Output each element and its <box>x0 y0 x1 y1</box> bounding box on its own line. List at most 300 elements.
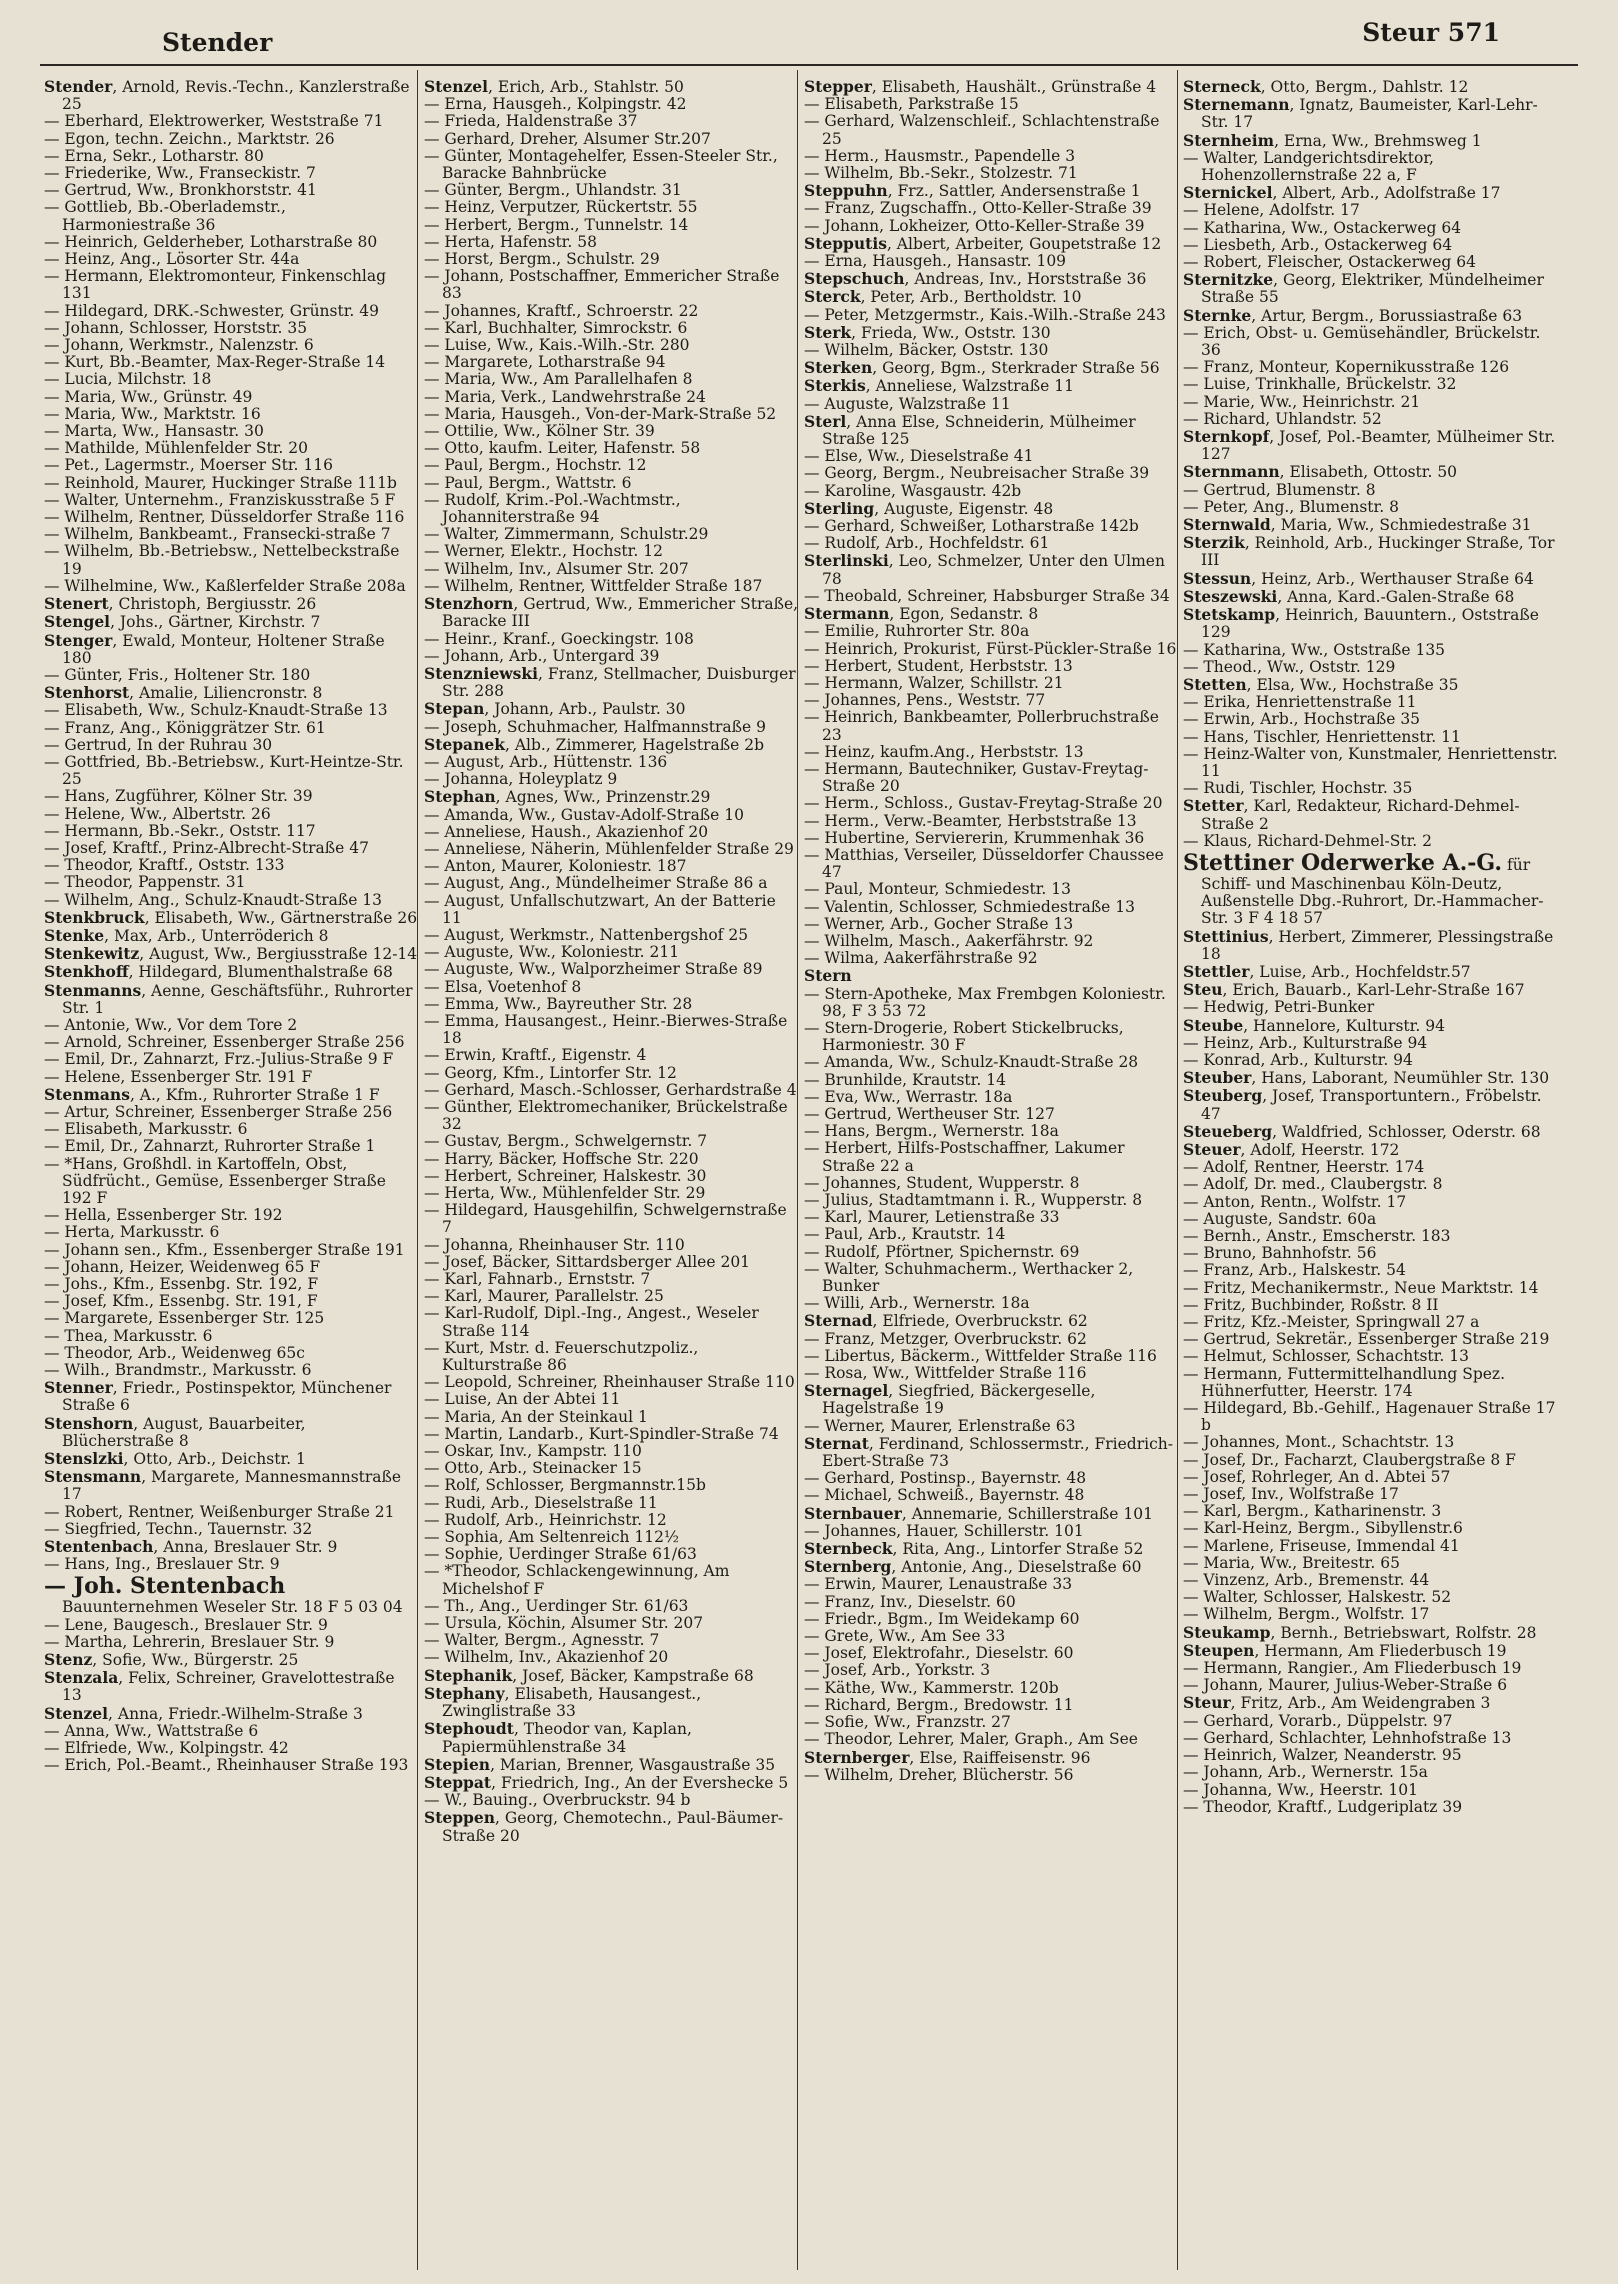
entry-details: , Anna Else, Schneiderin, Mülheimer Straße 125 <box>822 412 1136 449</box>
entry-details: — Thea, Markusstr. 6 <box>44 1326 213 1345</box>
entry-details: — Wilhelm, Inv., Alsumer Str. 207 <box>424 559 689 578</box>
directory-entry <box>44 1415 419 1450</box>
directory-entry <box>804 1767 1179 1784</box>
entry-details: — Martha, Lehrerin, Breslauer Str. 9 <box>44 1632 335 1651</box>
directory-entry <box>804 641 1179 658</box>
directory-entry <box>424 1443 799 1460</box>
directory-entry <box>1183 78 1558 96</box>
directory-entry <box>1183 1730 1558 1747</box>
entry-details: — Karoline, Wasgaustr. 42b <box>804 481 1022 500</box>
entry-details: — Herbert, Hilfs-Postschaffner, Lakumer Straße 22 a <box>804 1139 1125 1175</box>
directory-entry <box>44 268 419 302</box>
directory-entry <box>1183 184 1558 202</box>
entry-details: , Georg, Elektriker, Mündelheimer Straße 55 <box>1201 271 1544 307</box>
directory-entry <box>424 875 799 892</box>
entry-details: — Vinzenz, Arb., Bremenstr. 44 <box>1183 1571 1430 1590</box>
directory-entry <box>424 1237 799 1254</box>
directory-entry <box>1183 376 1558 393</box>
entry-details: — Elisabeth, Ww., Schulz-Knaudt-Straße 13 <box>44 701 388 720</box>
entry-surname: Stenke <box>44 925 105 945</box>
directory-entry <box>1183 1694 1558 1712</box>
directory-entry <box>44 509 419 526</box>
directory-entry <box>804 1714 1179 1731</box>
directory-entry <box>804 377 1179 395</box>
entry-surname: Stepan <box>424 699 485 719</box>
entry-surname: Steube <box>1183 1015 1244 1035</box>
directory-entry <box>804 113 1179 147</box>
directory-entry <box>804 148 1179 165</box>
directory-entry <box>44 806 419 823</box>
entry-details: — Gottlieb, Bb.-Oberlademstr., Harmoniestraße 36 <box>44 198 286 234</box>
directory-entry <box>44 1034 419 1051</box>
entry-surname: Stermann <box>804 604 890 624</box>
directory-entry <box>424 1288 799 1305</box>
directory-entry <box>44 1634 419 1651</box>
entry-surname: Sternad <box>804 1311 873 1331</box>
entry-details: , Amalie, Liliencronstr. 8 <box>129 684 323 703</box>
entry-details: — Amanda, Ww., Schulz-Knaudt-Straße 28 <box>804 1053 1139 1072</box>
entry-details: — Karl, Fahnarb., Ernststr. 7 <box>424 1270 651 1289</box>
entry-details: — August, Arb., Hüttenstr. 136 <box>424 752 668 771</box>
entry-details: — Eberhard, Elektrowerker, Weststraße 71 <box>44 112 384 131</box>
directory-entry <box>1183 850 1558 928</box>
directory-entry <box>1183 1503 1558 1520</box>
directory-entry <box>804 692 1179 709</box>
directory-entry <box>804 1611 1179 1628</box>
entry-surname: Sterck <box>804 287 861 307</box>
entry-details: — Adolf, Dr. med., Claubergstr. 8 <box>1183 1175 1443 1194</box>
entry-details: — Else, Ww., Dieselstraße 41 <box>804 447 1034 466</box>
entry-details: , Elisabeth, Ww., Gärtnerstraße 26 <box>144 908 418 927</box>
directory-entry <box>804 182 1179 200</box>
column-2 <box>424 78 799 2268</box>
entry-details: — Franz, Inv., Dieselstr. 60 <box>804 1592 1016 1611</box>
entry-details: — Karl, Buchhalter, Simrockstr. 6 <box>424 318 688 337</box>
directory-entry <box>44 165 419 182</box>
entry-details: — Wilhelm, Bäcker, Oststr. 130 <box>804 341 1049 360</box>
directory-entry <box>44 823 419 840</box>
entry-surname: Stenzel <box>424 78 489 96</box>
entry-details: — Heinr., Kranf., Goeckingstr. 108 <box>424 629 694 648</box>
directory-entry <box>424 1065 799 1082</box>
directory-entry <box>1183 411 1558 428</box>
entry-details: — Katharina, Ww., Ostackerweg 64 <box>1183 218 1462 237</box>
entry-details: , Josef, Pol.-Beamter, Mülheimer Str. 127 <box>1201 428 1556 464</box>
directory-entry <box>804 1697 1179 1714</box>
directory-entry <box>1183 499 1558 516</box>
entry-details: — Hildegard, Bb.-Gehilf., Hagenauer Straße 17 b <box>1183 1399 1556 1435</box>
directory-entry <box>1183 1176 1558 1193</box>
entry-details: — Peter, Metzgermstr., Kais.-Wilh.-Straße 243 <box>804 305 1166 324</box>
entry-details: — Kurt, Mstr. d. Feuerschutzpoliz., Kulturstraße 86 <box>424 1338 699 1375</box>
directory-entry <box>804 200 1179 217</box>
entry-details: — Hans, Tischler, Henriettenstr. 11 <box>1183 727 1461 746</box>
entry-details: , Gertrud, Ww., Emmericher Straße, Baracke III <box>442 595 799 631</box>
entry-surname: Stepper <box>804 78 872 96</box>
entry-surname: Sternat <box>804 1433 869 1453</box>
entry-details: — Heinz, Verputzer, Rückertstr. 55 <box>424 198 698 217</box>
directory-entry <box>804 1487 1179 1504</box>
entry-details: — Emma, Ww., Bayreuther Str. 28 <box>424 994 693 1013</box>
entry-details: , Reinhold, Arb., Huckinger Straße, Tor III <box>1201 534 1555 570</box>
directory-entry <box>44 1504 419 1521</box>
entry-details: — Margarete, Lotharstraße 94 <box>424 353 666 372</box>
directory-entry <box>44 874 419 891</box>
entry-details: — Emilie, Ruhrorter Str. 80a <box>804 622 1030 641</box>
entry-details: — Werner, Elektr., Hochstr. 12 <box>424 542 663 561</box>
entry-surname: Sternwald <box>1183 515 1271 535</box>
entry-details: — Walter, Schlosser, Halskestr. 52 <box>1183 1588 1452 1607</box>
directory-entry <box>804 1244 1179 1261</box>
directory-entry <box>424 1202 799 1236</box>
entry-details: , Siegfried, Bäckergeselle, Hagelstraße 19 <box>822 1382 1096 1418</box>
entry-details: — Antonie, Ww., Vor dem Tore 2 <box>44 1015 298 1034</box>
entry-surname: Stepschuch <box>804 269 905 289</box>
directory-entry <box>804 165 1179 182</box>
entry-details: — Theodor, Kraftf., Oststr. 133 <box>44 856 285 875</box>
entry-details: — Michael, Schweiß., Bayernstr. 48 <box>804 1486 1085 1505</box>
directory-entry <box>424 595 799 630</box>
directory-entry <box>424 1756 799 1774</box>
entry-details: , Bernh., Betriebswart, Rolfstr. 28 <box>1270 1623 1537 1642</box>
entry-details: — Erwin, Kraftf., Eigenstr. 4 <box>424 1046 647 1065</box>
entry-surname: Sternbeck <box>804 1539 893 1559</box>
directory-entry <box>804 1123 1179 1140</box>
directory-entry <box>1183 1159 1558 1176</box>
directory-entry <box>44 982 419 1017</box>
directory-entry <box>1183 1538 1558 1555</box>
entry-details: — Rudolf, Krim.-Pol.-Wachtmstr., Johanniterstraße 94 <box>424 490 681 527</box>
directory-entry <box>804 795 1179 812</box>
entry-details: , Sofie, Ww., Bürgerstr. 25 <box>92 1651 299 1670</box>
entry-details: , Else, Raiffeisenstr. 96 <box>909 1748 1091 1767</box>
directory-entry <box>1183 1452 1558 1469</box>
directory-entry <box>1183 1642 1558 1660</box>
entry-details: — Luise, Ww., Kais.-Wilh.-Str. 280 <box>424 336 690 355</box>
directory-entry <box>804 396 1179 413</box>
entry-details: — Käthe, Ww., Kammerstr. 120b <box>804 1678 1059 1697</box>
directory-entry <box>424 131 799 148</box>
directory-entry <box>44 927 419 945</box>
directory-entry <box>424 578 799 595</box>
directory-entry <box>424 1185 799 1202</box>
directory-entry <box>804 324 1179 342</box>
directory-entry <box>804 448 1179 465</box>
entry-details: — Egon, techn. Zeichn., Marktstr. 26 <box>44 129 335 148</box>
directory-entry <box>44 595 419 613</box>
directory-entry <box>44 1669 419 1704</box>
entry-details: — Emil, Dr., Zahnarzt, Ruhrorter Straße 1 <box>44 1137 376 1156</box>
directory-entry <box>44 667 419 684</box>
entry-details: — Julius, Stadtamtmann i. R., Wupperstr. 8 <box>804 1191 1143 1209</box>
entry-details: , Herbert, Zimmerer, Plessingstraße 18 <box>1201 927 1554 963</box>
directory-entry <box>1183 150 1558 184</box>
entry-details: für Schiff- und Maschinenbau Köln-Deutz, Außenstelle Dbg.-Ruhrort, Dr.-Hammacher-Str. 3 F 4 18 57 <box>1201 855 1544 928</box>
directory-entry <box>804 1226 1179 1243</box>
entry-surname: Steupen <box>1183 1640 1255 1660</box>
entry-details: — Erich, Pol.-Beamt., Rheinhauser Straße 193 <box>44 1756 409 1775</box>
directory-entry <box>424 1649 799 1666</box>
directory-entry <box>424 1271 799 1288</box>
entry-surname: Sterk <box>804 322 852 342</box>
directory-entry <box>44 720 419 737</box>
directory-entry <box>804 1576 1179 1593</box>
entry-details: — Fritz, Kfz.-Meister, Springwall 27 a <box>1183 1313 1480 1332</box>
entry-details: — Heinrich, Prokurist, Fürst-Pückler-Straße 16 <box>804 639 1177 658</box>
directory-entry <box>1183 1245 1558 1262</box>
entry-details: , Friedrich, Ing., An der Eversheckе 5 <box>491 1773 789 1792</box>
entry-details: — Franz, Zugschaffn., Otto-Keller-Straße 39 <box>804 199 1152 218</box>
entry-surname: Stern <box>804 966 852 986</box>
directory-entry <box>44 131 419 148</box>
directory-entry <box>44 1051 419 1068</box>
directory-entry <box>424 1598 799 1615</box>
directory-entry <box>1183 1624 1558 1642</box>
entry-surname: Sternberg <box>804 1557 892 1577</box>
entry-details: — Johannes, Student, Wupperstr. 8 <box>804 1173 1080 1192</box>
directory-entry <box>1183 463 1558 481</box>
entry-details: — Reinhold, Maurer, Huckinger Straße 111b <box>44 473 397 492</box>
directory-entry <box>1183 325 1558 359</box>
entry-details: — Hermann, Walzer, Schillstr. 21 <box>804 673 1064 692</box>
entry-surname: Stettinius <box>1183 926 1269 946</box>
entry-details: — Luise, Trinkhalle, Brückelstr. 32 <box>1183 375 1457 394</box>
entry-details: — Hubertine, Serviererin, Krummenhak 36 <box>804 828 1145 847</box>
directory-entry <box>44 632 419 667</box>
entry-details: — Heinrich, Gelderheber, Lotharstraße 80 <box>44 232 378 251</box>
directory-entry <box>1183 516 1558 534</box>
directory-entry <box>44 1069 419 1086</box>
entry-details: — Wilhelmine, Ww., Kaßlerfelder Straße 208a <box>44 576 406 595</box>
entry-details: — August, Ang., Mündelheimer Straße 86 a <box>424 874 768 893</box>
directory-entry <box>804 78 1179 96</box>
entry-details: — Erna, Sekr., Lotharstr. 80 <box>44 146 264 165</box>
directory-entry <box>424 148 799 182</box>
entry-details: — Johanna, Ww., Heerstr. 101 <box>1183 1780 1418 1799</box>
entry-surname: Steszewski <box>1183 586 1278 606</box>
entry-details: — Rosa, Ww., Wittfelder Straße 116 <box>804 1364 1087 1383</box>
directory-entry <box>804 465 1179 482</box>
entry-details: , Auguste, Eigenstr. 48 <box>874 499 1054 518</box>
directory-entry <box>44 526 419 543</box>
entry-details: — Rudolf, Arb., Hochfeldstr. 61 <box>804 534 1050 553</box>
entry-surname: Stephoudt <box>424 1719 514 1739</box>
entry-details: , Andreas, Inv., Horststraße 36 <box>904 270 1147 289</box>
entry-details: — Wilhelm, Bankbeamt., Fransecki-straße 7 <box>44 525 391 544</box>
directory-entry <box>1183 202 1558 219</box>
directory-entry <box>1183 1017 1558 1035</box>
entry-surname: Stentenbach <box>44 1537 154 1557</box>
entry-details: — Wilhelm, Bb.-Sekr., Stolzestr. 71 <box>804 164 1078 183</box>
entry-details: — Auguste, Ww., Koloniestr. 211 <box>424 943 680 962</box>
entry-surname: Stenslzki <box>44 1449 124 1469</box>
directory-entry <box>424 1082 799 1099</box>
entry-details: , Theodor van, Kaplan, Papiermühlenstraße 34 <box>442 1720 692 1756</box>
directory-entry <box>44 945 419 963</box>
directory-entry <box>1183 1555 1558 1572</box>
entry-surname: Stenkewitz <box>44 944 140 964</box>
directory-entry <box>424 371 799 388</box>
entry-details: — Heinz, Arb., Kulturstraße 94 <box>1183 1033 1428 1052</box>
entry-details: — Lucia, Milchstr. 18 <box>44 370 212 389</box>
directory-entry <box>44 1757 419 1774</box>
entry-surname: Steu <box>1183 980 1223 1000</box>
entry-details: — Theodor, Arb., Weidenweg 65c <box>44 1343 305 1362</box>
directory-entry <box>804 218 1179 235</box>
directory-entry <box>44 148 419 165</box>
directory-entry <box>44 199 419 233</box>
directory-entry <box>1183 1141 1558 1159</box>
entry-details: — Theodor, Lehrer, Maler, Graph., Am See <box>804 1730 1138 1749</box>
entry-details: — Georg, Bergm., Neubreisacher Straße 39 <box>804 464 1150 483</box>
entry-details: , Heinz, Arb., Werthauser Straße 64 <box>1251 569 1534 588</box>
entry-details: — Stern-Drogerie, Robert Stickelbrucks, Harmoniestr. 30 F <box>804 1018 1124 1055</box>
entry-details: — Wilhelm, Inv., Akazienhof 20 <box>424 1648 669 1667</box>
entry-details: — Heinz, kaufm.Ang., Herbststr. 13 <box>804 742 1084 761</box>
directory-entry <box>804 307 1179 324</box>
entry-surname: Steppat <box>424 1772 492 1792</box>
entry-details: — Luise, An der Abtei 11 <box>424 1390 621 1409</box>
directory-entry <box>1183 96 1558 131</box>
entry-details: , Luise, Arb., Hochfeldstr.57 <box>1249 962 1471 981</box>
directory-entry <box>1183 1434 1558 1451</box>
entry-details: — Johann, Heizer, Weidenweg 65 F <box>44 1257 321 1276</box>
directory-entry <box>44 337 419 354</box>
entry-details: — Martin, Landarb., Kurt-Spindler-Straße 74 <box>424 1424 779 1443</box>
entry-details: — Johannes, Mont., Schachtstr. 13 <box>1183 1433 1455 1452</box>
entry-details: — Erwin, Arb., Hochstraße 35 <box>1183 710 1421 729</box>
entry-surname: Stephany <box>424 1683 505 1703</box>
running-head-right: Steur 571 <box>1362 18 1500 47</box>
directory-entry <box>44 1224 419 1241</box>
directory-entry <box>424 1151 799 1168</box>
directory-entry <box>424 423 799 440</box>
entry-details: — Herta, Markusstr. 6 <box>44 1223 220 1242</box>
entry-surname: Stetten <box>1183 674 1247 694</box>
entry-details: — Eva, Ww., Werrastr. 18a <box>804 1087 1013 1106</box>
directory-entry <box>424 268 799 302</box>
entry-details: — Hermann, Bb.-Sekr., Oststr. 117 <box>44 821 316 840</box>
directory-entry <box>424 1495 799 1512</box>
entry-details: — Herbert, Student, Herbststr. 13 <box>804 656 1073 675</box>
entry-details: — Theodor, Kraftf., Ludgeriplatz 39 <box>1183 1797 1463 1816</box>
directory-entry <box>424 788 799 806</box>
directory-entry <box>1183 271 1558 306</box>
directory-entry <box>424 251 799 268</box>
entry-details: — Otto, kaufm. Leiter, Hafenstr. 58 <box>424 439 701 458</box>
directory-entry <box>1183 797 1558 832</box>
entry-details: — Wilhelm, Dreher, Blücherstr. 56 <box>804 1765 1074 1784</box>
entry-details: , Antonie, Ang., Dieselstraße 60 <box>891 1558 1142 1577</box>
entry-details: — Valentin, Schlosser, Schmiedestraße 13 <box>804 897 1136 916</box>
directory-entry <box>1183 1677 1558 1694</box>
entry-details: — Josef, Kfm., Essenbg. Str. 191, F <box>44 1292 318 1311</box>
entry-details: — Leopold, Schreiner, Rheinhauser Straße 110 <box>424 1373 795 1392</box>
entry-details: — Hans, Ing., Breslauer Str. 9 <box>44 1555 280 1574</box>
entry-details: — Josef, Bäcker, Sittardsberger Allee 201 <box>424 1252 751 1271</box>
entry-details: — Johann, Schlosser, Horststr. 35 <box>44 318 308 337</box>
directory-entry <box>804 1470 1179 1487</box>
entry-details: — Auguste, Ww., Walporzheimer Straße 89 <box>424 960 763 979</box>
directory-entry <box>44 320 419 337</box>
entry-details: — Maria, Ww., Am Parallelhafen 8 <box>424 370 693 389</box>
entry-details: , Anna, Friedr.-Wilhelm-Straße 3 <box>108 1704 363 1723</box>
entry-surname: Stenmans <box>44 1084 130 1104</box>
directory-entry <box>424 893 799 927</box>
directory-entry <box>44 475 419 492</box>
directory-entry <box>44 1723 419 1740</box>
entry-details: , Aenne, Geschäftsführ., Ruhrorter Str. 1 <box>62 981 413 1017</box>
entry-details: — Sophie, Uerdinger Straße 61/63 <box>424 1545 697 1564</box>
directory-entry <box>1183 1486 1558 1503</box>
entry-details: — Robert, Rentner, Weißenburger Straße 21 <box>44 1502 395 1521</box>
directory-entry <box>804 1312 1179 1330</box>
entry-details: — Mathilde, Mühlenfelder Str. 20 <box>44 439 308 458</box>
entry-details: , Erna, Ww., Brehmsweg 1 <box>1274 131 1482 150</box>
entry-details: — Gertrud, Wertheuser Str. 127 <box>804 1104 1055 1123</box>
directory-entry <box>44 1156 419 1208</box>
entry-details: — Gertrud, Blumenstr. 8 <box>1183 480 1376 499</box>
entry-details: — Johs., Kfm., Essenbg. Str. 192, F <box>44 1275 319 1294</box>
directory-entry <box>1183 1228 1558 1245</box>
directory-entry <box>1183 1366 1558 1400</box>
entry-details: — Stern-Apotheke, Max Frembgen Koloniestr. 98, F 3 53 72 <box>804 984 1166 1020</box>
entry-details: , Heinrich, Bauuntern., Oststraße 129 <box>1201 606 1539 642</box>
directory-entry <box>44 406 419 423</box>
entry-details: — Adolf, Rentner, Heerstr. 174 <box>1183 1158 1425 1177</box>
directory-entry <box>424 1168 799 1185</box>
entry-surname: Steppen <box>424 1808 496 1828</box>
entry-details: — Johannes, Kraftf., Schroerstr. 22 <box>424 301 699 320</box>
directory-entry <box>424 1426 799 1443</box>
entry-details: — Paul, Bergm., Wattstr. 6 <box>424 473 632 492</box>
entry-details: — Marie, Ww., Heinrichstr. 21 <box>1183 392 1421 411</box>
directory-entry <box>1183 1087 1558 1122</box>
directory-entry <box>1183 482 1558 499</box>
entry-details: — Wilhelm, Bergm., Wolfstr. 17 <box>1183 1605 1430 1624</box>
directory-entry <box>424 841 799 858</box>
directory-entry <box>1183 359 1558 376</box>
entry-details: — Friederike, Ww., Franseckistr. 7 <box>44 164 316 183</box>
directory-entry <box>424 1477 799 1494</box>
directory-entry <box>44 1104 419 1121</box>
directory-entry <box>804 847 1179 881</box>
directory-entry <box>804 950 1179 967</box>
directory-entry <box>424 771 799 788</box>
entry-details: — Heinz-Walter von, Kunstmaler, Henriettenstr. 11 <box>1183 744 1558 780</box>
directory-entry <box>1183 1572 1558 1589</box>
directory-entry <box>424 979 799 996</box>
entry-details: — Wilh., Brandmstr., Markusstr. 6 <box>44 1361 312 1380</box>
directory-entry <box>44 1121 419 1138</box>
entry-details: , Maria, Ww., Schmiedestraße 31 <box>1270 516 1532 535</box>
entry-details: — Hildegard, DRK.-Schwester, Grünstr. 49 <box>44 301 380 320</box>
entry-details: — Wilhelm, Ang., Schulz-Knaudt-Straße 13 <box>44 890 383 909</box>
directory-entry <box>424 927 799 944</box>
directory-entry <box>44 1017 419 1034</box>
directory-entry <box>424 961 799 978</box>
directory-entry <box>424 1685 799 1720</box>
directory-entry <box>1183 534 1558 569</box>
entry-details: — Gottfried, Bb.-Betriebsw., Kurt-Heintze-Str. 25 <box>44 752 404 789</box>
entry-surname: Stephanik <box>424 1665 513 1685</box>
directory-entry <box>44 909 419 927</box>
entry-surname: Stenner <box>44 1378 113 1398</box>
entry-surname: Sternke <box>1183 305 1252 325</box>
directory-entry <box>1183 1280 1558 1297</box>
entry-details: — Rudi, Tischler, Hochstr. 35 <box>1183 779 1413 798</box>
entry-details: — Karl, Maurer, Letienstraße 33 <box>804 1208 1060 1227</box>
